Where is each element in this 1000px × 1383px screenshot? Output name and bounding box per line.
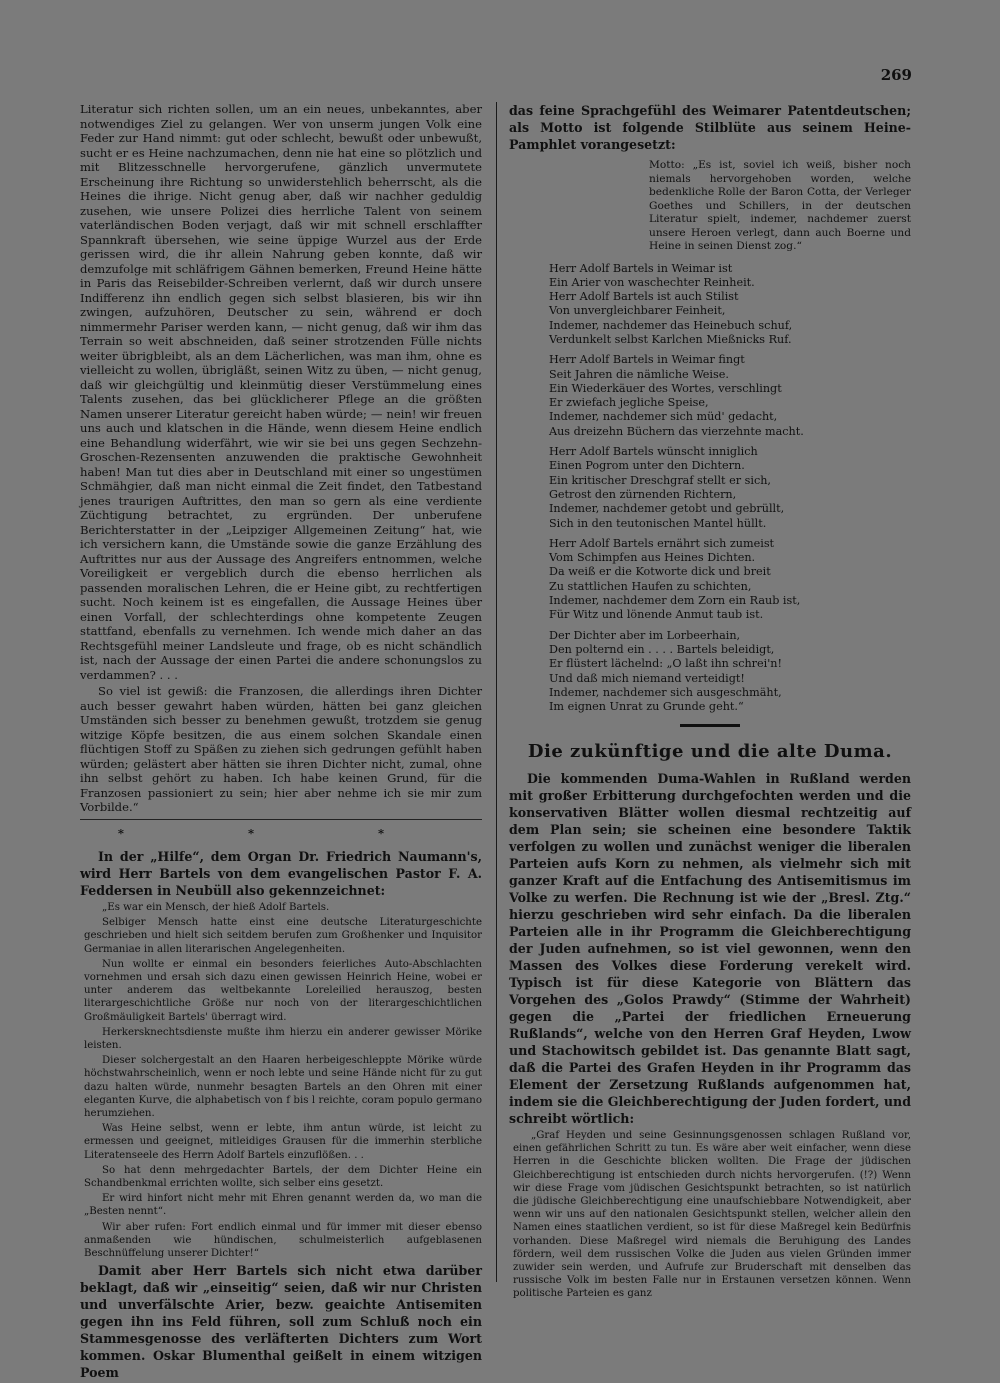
motto-quote: Motto: „Es ist, soviel ich weiß, bisher noch niemals hervorgehoben worden, welche bedenkliche Rolle der Baron Cotta, der Verleger Goethes und Schillers, in der deutschen Literatur spielt, indemer, nachdemer zuerst unsere Heroen verlegt, dann auch Boerne und Heine in seinen Dienst zog.“ bbox=[649, 159, 911, 252]
poem-line: Herr Adolf Bartels in Weimar fingt bbox=[549, 353, 745, 367]
poem-stanza bbox=[549, 629, 911, 715]
left-paragraph-3: In der „Hilfe“, dem Organ Dr. Friedrich Naumann's, wird Herr Bartels von dem evangelischen Pastor F. A. Feddersen in Neubüll also gekennzeichnet: bbox=[80, 849, 482, 898]
poem-line: Ein Wiederkäuer des Wortes, verschlingt bbox=[549, 381, 782, 395]
poem-line: Indemer, nachdemer getobt und gebrüllt, bbox=[549, 502, 785, 516]
poem-line: Er flüstert lächelnd: „O laßt ihn schrei'n! bbox=[549, 657, 782, 671]
quote-line-8: Er wird hinfort nicht mehr mit Ehren genannt werden da, wo man die „Besten nennt“. bbox=[84, 1193, 482, 1218]
quote-line-6: Was Heine selbst, wenn er lebte, ihm antun würde, ist leicht zu ermessen und geeignet, mitleidiges Grausen für die immerhin sterbliche Literatenseele des Herrn Adolf Bartels einzuflößen. . . bbox=[84, 1123, 482, 1161]
poem-line: Für Witz und lönende Anmut taub ist. bbox=[549, 608, 764, 622]
poem-stanza bbox=[549, 262, 911, 348]
poem-stanza bbox=[549, 353, 911, 439]
hilfe-quote bbox=[84, 901, 482, 1260]
poem-line: Im eignen Unrat zu Grunde geht.“ bbox=[549, 700, 744, 714]
poem-line: Indemer, nachdemer sich müd' gedacht, bbox=[549, 410, 778, 424]
left-paragraph-2: So viel ist gewiß: die Franzosen, die allerdings ihren Dichter auch besser gewahrt haben würden, hätten bei ganz gleichen Umständen sich besser zu benehmen gewußt, trotzdem sie genug witzige Köpfe besitzen, die aus einem solchen Skandale einen flüchtigen Stoff zu Späßen zu ziehen sich gedrungen gefühlt haben würden; gelästert aber hätten sie ihren Dichter nicht, zumal, ohne ihn selbst gehört zu haben. Ich habe keinen Grund, für die Franzosen passioniert zu sein; hier aber nehme ich sie mir zum Vorbilde.“ bbox=[80, 684, 482, 814]
poem-line: Getrost den zürnenden Richtern, bbox=[549, 487, 737, 501]
left-column bbox=[80, 102, 482, 1383]
poem-line: Indemer, nachdemer sich ausgeschmäht, bbox=[549, 685, 782, 699]
poem-line: Einen Pogrom unter den Dichtern. bbox=[549, 459, 745, 473]
poem-line: Er zwiefach jegliche Speise, bbox=[549, 396, 709, 410]
poem bbox=[509, 262, 911, 715]
quote-line-3: Nun wollte er einmal ein besonders feierliches Auto-Abschlachten vornehmen und ersah sich dazu einen gewissen Heinrich Heine, wobei er unter anderem das weltbekannte Loreleilied herauszog, besten literargeschichtliche Größe nur noch von der literargeschichtlichen Großmäuligkeit Bartels' überragt wird. bbox=[84, 958, 482, 1023]
poem-line: Herr Adolf Bartels in Weimar ist bbox=[549, 261, 733, 275]
poem-line: Ein Arier von waschechter Reinheit. bbox=[549, 275, 755, 289]
poem-line: Vom Schimpfen aus Heines Dichten. bbox=[549, 551, 756, 565]
right-paragraph-1: das feine Sprachgefühl des Weimarer Patentdeutschen; als Motto ist folgende Stilblüte aus seinem Heine-Pamphlet vorangesetzt: bbox=[509, 103, 911, 152]
poem-stanza bbox=[549, 537, 911, 623]
left-paragraph-1: Literatur sich richten sollen, um an ein neues, unbekanntes, aber notwendiges Ziel zu gelangen. Wer von unserm jungen Volk eine Feder zur Hand nimmt: gut oder schlecht, bewußt oder unbewußt, sucht er es Heine nachzumachen, denn nie hat eine so plötzlich und mit Blitzesschnelle hervorgerufene, gänzlich unvermutete Erscheinung ihre Richtung so unwiderstehlich beherrscht, als die Heines die ihrige. Nicht genug aber, daß wir nachher geduldig zusehen, wie unsere Polizei dies herrliche Talent von seinem vaterländischen Boden verjagt, daß wir mit schnell erschlaffter Spannkraft übersehen, wie seine üppige Wurzel aus der Erde gerissen wird, die ihr allein Nahrung geben konnte, daß wir demzufolge mit schläfrigem Gähnen bemerken, Freund Heine hätte in Paris das Reisebilder-Schreiben verlernt, daß wir durch unsere Indifferenz ihn endlich gegen sich selbst blasieren, bis wir ihn zwingen, aufzuhören, Deutscher zu sein, während er doch nimmermehr Pariser werden kann, — nicht genug, daß wir ihm das Terrain so weit abschneiden, daß seiner strotzenden Fülle nichts weiter übrigbleibt, als an dem Lächerlichen, was man ihm, ohne es vielleicht zu wollen, übrigläßt, seinen Witz zu üben, — nicht genug, daß wir gleichgültig und kleinmütig dieser Verstümmelung eines Talents zusehen, das bei glücklicherer Pflege an die größten Namen unserer Literatur gereicht haben würde; — nein! wir freuen uns auch und klatschen in die Hände, wenn diesem Heine endlich eine Behandlung widerfährt, wie wir sie bei uns gegen Sechzehn-Groschen-Rezensenten anzuwenden die praktische Gewohnheit haben! Man tut dies aber in Deutschland mit einer so ungestümen Schmähgier, daß man nicht einmal die Zeit findet, den Tatbestand jenes traurigen Auftrittes, den man so gern als eine verdiente Züchtigung betrachtet, zu ergründen. Der unberufene Berichterstatter in der „Leipziger Allgemeinen Zeitung“ hat, wie ich versichern kann, die Umstände sowie die ganze Erzählung des Auftrittes nur aus der Aussage des Angreifers entnommen, welche Voreiligkeit er vergeblich durch die ebenso herrlichen als passenden moralischen Lehren, die er Heine gibt, zu rechtfertigen sucht. Noch keinem ist es eingefallen, die Aussage Heines über einen Vorfall, der schlechterdings ohne kompetente Zeugen stattfand, ebenfalls zu vernehmen. Ich wende mich daher an das Rechtsgefühl meiner Landsleute und frage, ob es nicht schändlich ist, nach der Aussage der einen Partei die andere schonungslos zu verdammen? . . . bbox=[80, 102, 482, 682]
quote-line-4: Herkersknechtsdienste mußte ihm hierzu ein anderer gewisser Mörike leisten. bbox=[84, 1026, 482, 1052]
poem-line: Der Dichter aber im Lorbeerhain, bbox=[549, 628, 741, 642]
quote-line-9: Wir aber rufen: Fort endlich einmal und für immer mit dieser ebenso anmaßenden wie hündischen, schulmeisterlich aufgeblasenen Beschnüffelung unserer Dichter!“ bbox=[84, 1221, 482, 1260]
quote-line-1: „Es war ein Mensch, der hieß Adolf Bartels. bbox=[102, 902, 330, 913]
poem-line: Ein kritischer Dreschgraf stellt er sich, bbox=[549, 473, 771, 487]
right-paragraph-2: Die kommenden Duma-Wahlen in Rußland werden mit großer Erbitterung durchgefochten werden und die konservativen Blätter wollen diesmal rechtzeitig auf dem Plan sein; sie scheinen eine besondere Taktik verfolgen zu wollen und zunächst weniger die liberalen Parteien aufs Korn zu nehmen, als vielmehr sich mit ganzer Kraft auf die Entfachung des Antisemitismus im Volke zu werfen. Die Rechnung ist wie der „Bresl. Ztg.“ hierzu geschrieben wird sehr einfach. Da die liberalen Parteien alle in ihr Programm die Gleichberechtigung der Juden aufnehmen, so ist viel gewonnen, wenn den Massen des Volkes diese Forderung verekelt wird. Typisch ist für diese Kategorie von Blättern das Vorgehen des „Golos Prawdy“ (Stimme der Wahrheit) gegen die „Partei der friedlichen Erneuerung Rußlands“, welche von den Herren Graf Heyden, Lwow und Stachowitsch gebildet ist. Das genannte Blatt sagt, daß die Partei des Grafen Heyden in ihr Programm das Element der Zersetzung Rußlands aufgenommen hat, indem sie die Gleichberechtigung der Juden fordert, und schreibt wörtlich: bbox=[509, 770, 912, 1126]
page-number: 269 bbox=[880, 66, 912, 84]
right-column bbox=[509, 102, 911, 1303]
left-paragraph-4: Damit aber Herr Bartels sich nicht etwa darüber beklagt, daß wir „einseitig“ seien, daß wir nur Christen und unverfälschte Arier, bezw. geaichte Antisemiten gegen ihn ins Feld führen, soll zum Schluß noch ein Stammesgenosse des verläfterten Dichters zum Wort kommen. Oskar Blumenthal geißelt in einem witzigen Poem bbox=[80, 1263, 482, 1381]
section-stars: * * * bbox=[117, 825, 445, 840]
poem-line: Den polternd ein . . . . Bartels beleidigt, bbox=[549, 642, 775, 656]
poem-line: Verdunkelt selbst Karlchen Mießnicks Ruf. bbox=[549, 332, 792, 346]
quote-line-7: So hat denn mehrgedachter Bartels, der dem Dichter Heine ein Schandbenkmal errichten wollte, sich selber eins gesetzt. bbox=[84, 1164, 482, 1190]
poem-line: Sich in den teutonischen Mantel hüllt. bbox=[549, 516, 767, 530]
poem-line: Indemer, nachdemer das Heinebuch schuf, bbox=[549, 318, 793, 332]
poem-line: Aus dreizehn Büchern das vierzehnte macht. bbox=[549, 424, 804, 438]
poem-line: Herr Adolf Bartels ernährt sich zumeist bbox=[549, 536, 775, 550]
column-divider bbox=[496, 102, 497, 1282]
poem-line: Seit Jahren die nämliche Weise. bbox=[549, 367, 729, 381]
poem-line: Herr Adolf Bartels ist auch Stilist bbox=[549, 290, 739, 304]
quote-line-2: Selbiger Mensch hatte einst eine deutsche Literaturgeschichte geschrieben und hielt sich seitdem berufen zum Großhenker und Inquisitor Germaniae in allen literarischen Angelegenheiten. bbox=[84, 917, 482, 955]
poem-line: Und daß mich niemand verteidigt! bbox=[549, 671, 745, 685]
poem-line: Zu stattlichen Haufen zu schichten, bbox=[549, 579, 752, 593]
poem-line: Von unvergleichbarer Feinheit, bbox=[549, 304, 726, 318]
article-separator bbox=[680, 724, 740, 727]
poem-line: Herr Adolf Bartels wünscht inniglich bbox=[549, 445, 758, 459]
poem-line: Da weiß er die Kotworte dick und breit bbox=[549, 565, 771, 579]
quote-line-5: Dieser solchergestalt an den Haaren herbeigeschleppte Mörike würde höchstwahrscheinlich, wenn er noch lebte und seine Hände nicht für zu gut dazu halten würde, nunmehr besagten Bartels an den Ohren mit einer eleganten Kurve, die alphabetisch von f bis l reichte, coram populo germano herumziehen. bbox=[84, 1055, 482, 1120]
section-rule bbox=[80, 819, 482, 820]
right-paragraph-3: „Graf Heyden und seine Gesinnungsgenossen schlagen Rußland vor, einen gefährlichen Schritt zu tun. Es wäre aber weit einfacher, wenn diese Herren in die Geschichte blicken wollten. Die Frage der jüdischen Gleichberechtigung ist entschieden durch nichts hervorgerufen. (!?) Wenn wir diese Frage vom jüdischen Gesichtspunkt betrachten, so ist natürlich die jüdische Gleichberechtigung eine unaufschiebbare Notwendigkeit, aber wenn wir uns auf den nationalen Gesichtspunkt stellen, welcher allein den Namen eines staatlichen verdient, so ist für diese Maßregel kein Bedürfnis vorhanden. Diese Maßregel wird niemals die Beruhigung des Landes fördern, weil dem russischen Volke die Juden aus vielen Gründen immer zuwider sein werden, und Aufrufe zur Bruderschaft mit denselben das russische Volk im besten Falle nur in Erstaunen versetzen können. Wenn politische Parteien es ganz bbox=[513, 1129, 911, 1300]
poem-line: Indemer, nachdemer dem Zorn ein Raub ist, bbox=[549, 594, 801, 608]
poem-stanza bbox=[549, 445, 911, 531]
article-headline: Die zukünftige und die alte Duma. bbox=[527, 741, 893, 763]
